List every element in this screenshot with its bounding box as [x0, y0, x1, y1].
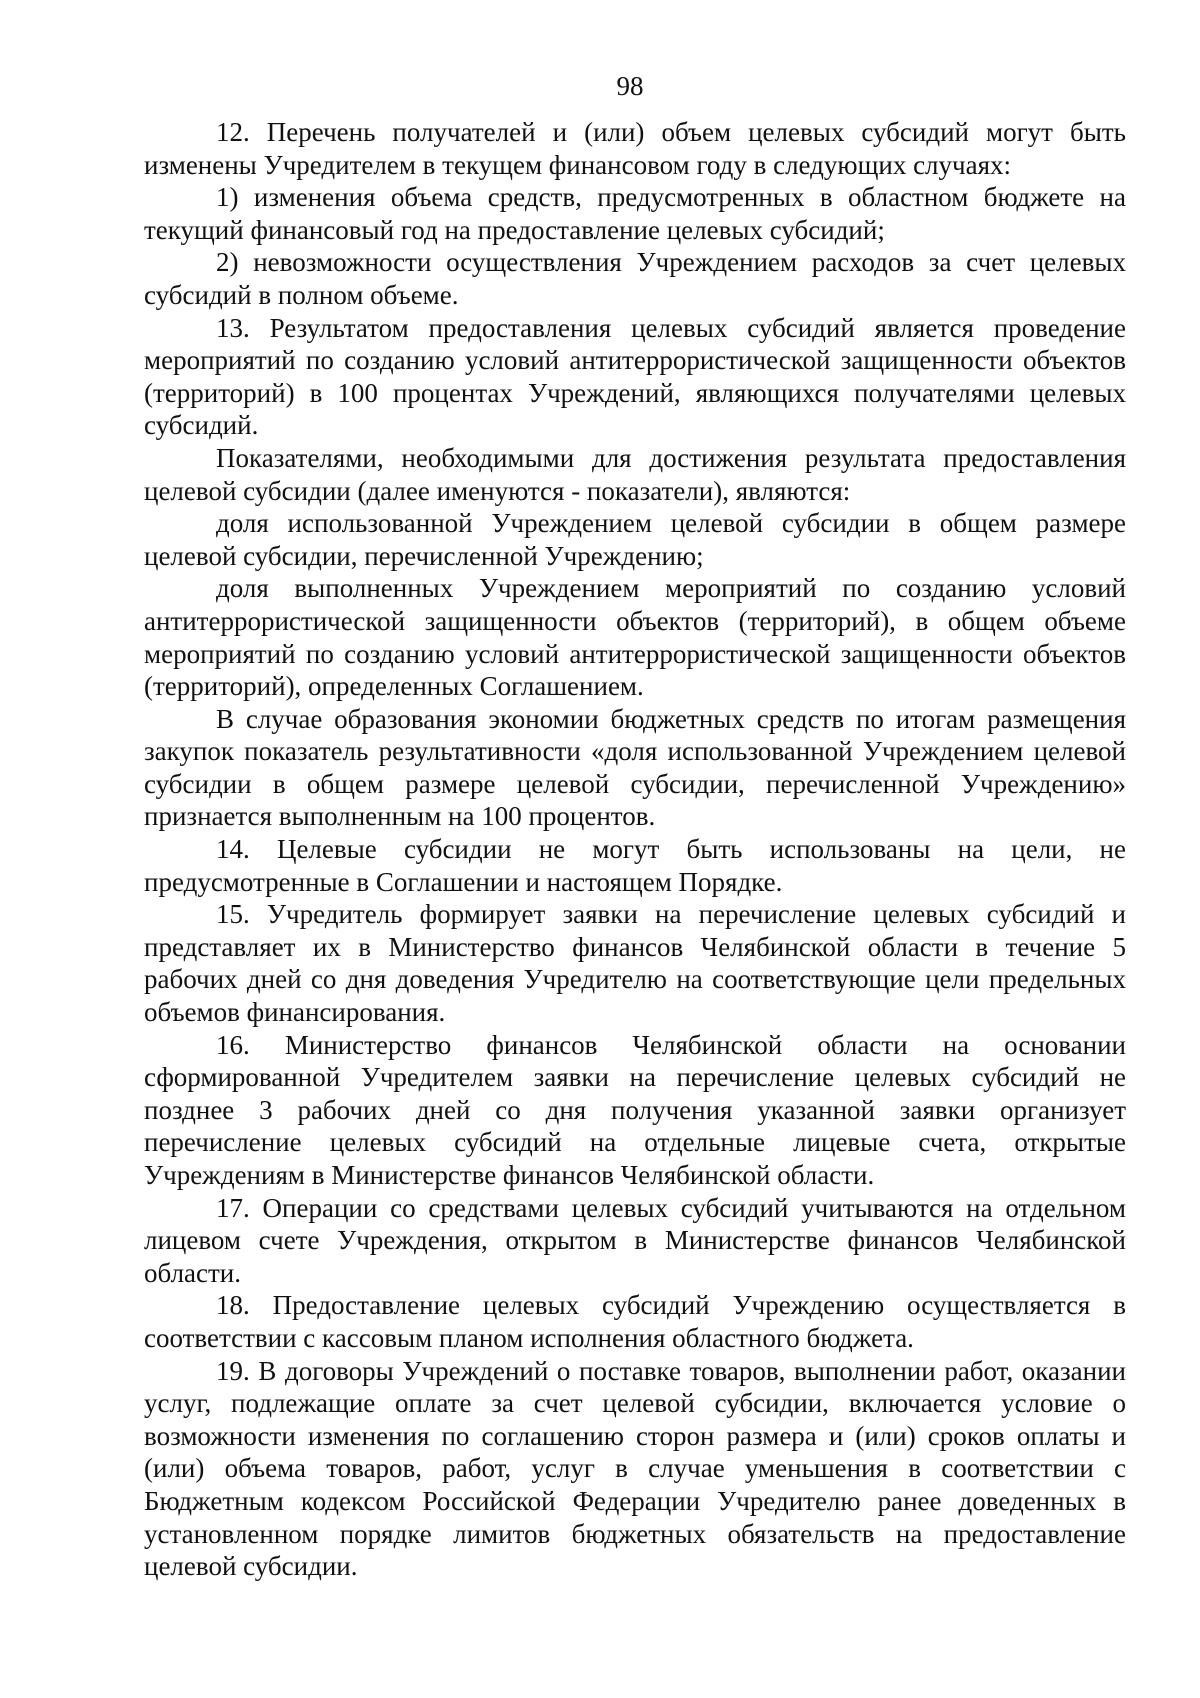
paragraph-savings: В случае образования экономии бюджетных средств по итогам размещения закупок показатель результативности «доля использованной Учреждением целевой субсидии в общем размере целевой субсидии, перечисленной Учреждению» признается выполненным на 100 процентов.	[144, 703, 1126, 832]
paragraph-14: 14. Целевые субсидии не могут быть использованы на цели, не предусмотренные в Соглашении и настоящем Порядке.	[144, 834, 1126, 897]
page-number: 98	[616, 71, 644, 101]
paragraph-12-item-1: 1) изменения объема средств, предусмотренных в областном бюджете на текущий финансовый год на предоставление целевых субсидий;	[144, 182, 1126, 245]
paragraph-15: 15. Учредитель формирует заявки на перечисление целевых субсидий и представляет их в Министерство финансов Челябинской области в течение 5 рабочих дней со дня доведения Учредителю на соответствующие цели предельных объемов финансирования.	[144, 899, 1126, 1028]
paragraph-12: 12. Перечень получателей и (или) объем целевых субсидий могут быть изменены Учредителем в текущем финансовом году в следующих случаях:	[144, 117, 1126, 180]
document-body	[144, 116, 1126, 1583]
paragraph-19: 19. В договоры Учреждений о поставке товаров, выполнении работ, оказании услуг, подлежащие оплате за счет целевой субсидии, включается условие о возможности изменения по соглашению сторон размера и (или) сроков оплаты и (или) объема товаров, работ, услуг в случае уменьшения в соответствии с Бюджетным кодексом Российской Федерации Учредителю ранее доведенных в установленном порядке лимитов бюджетных обязательств на предоставление целевой субсидии.	[144, 1355, 1126, 1582]
paragraph-13: 13. Результатом предоставления целевых субсидий является проведение мероприятий по созданию условий антитеррористической защищенности объектов (территорий) в 100 процентах Учреждений, являющихся получателями целевых субсидий.	[144, 312, 1126, 441]
paragraph-indicators: Показателями, необходимыми для достижения результата предоставления целевой субсидии (далее именуются - показатели), являются:	[144, 442, 1126, 506]
indicator-1: доля использованной Учреждением целевой субсидии в общем размере целевой субсидии, перечисленной Учреждению;	[144, 508, 1126, 571]
paragraph-16: 16. Министерство финансов Челябинской области на основании сформированной Учредителем заявки на перечисление целевых субсидий не позднее 3 рабочих дней со дня получения указанной заявки организует перечисление целевых субсидий на отдельные лицевые счета, открытые Учреждениям в Министерстве финансов Челябинской области.	[144, 1029, 1126, 1190]
indicator-2: доля выполненных Учреждением мероприятий по созданию условий антитеррористической защищенности объектов (территорий), в общем объеме мероприятий по созданию условий антитеррористической защищенности объектов (территорий), определенных Соглашением.	[144, 573, 1126, 702]
paragraph-12-item-2: 2) невозможности осуществления Учреждением расходов за счет целевых субсидий в полном объеме.	[144, 247, 1126, 310]
paragraph-18: 18. Предоставление целевых субсидий Учреждению осуществляется в соответствии с кассовым планом исполнения областного бюджета.	[144, 1290, 1126, 1353]
paragraph-17: 17. Операции со средствами целевых субсидий учитываются на отдельном лицевом счете Учреждения, открытом в Министерстве финансов Челябинской области.	[144, 1192, 1126, 1288]
